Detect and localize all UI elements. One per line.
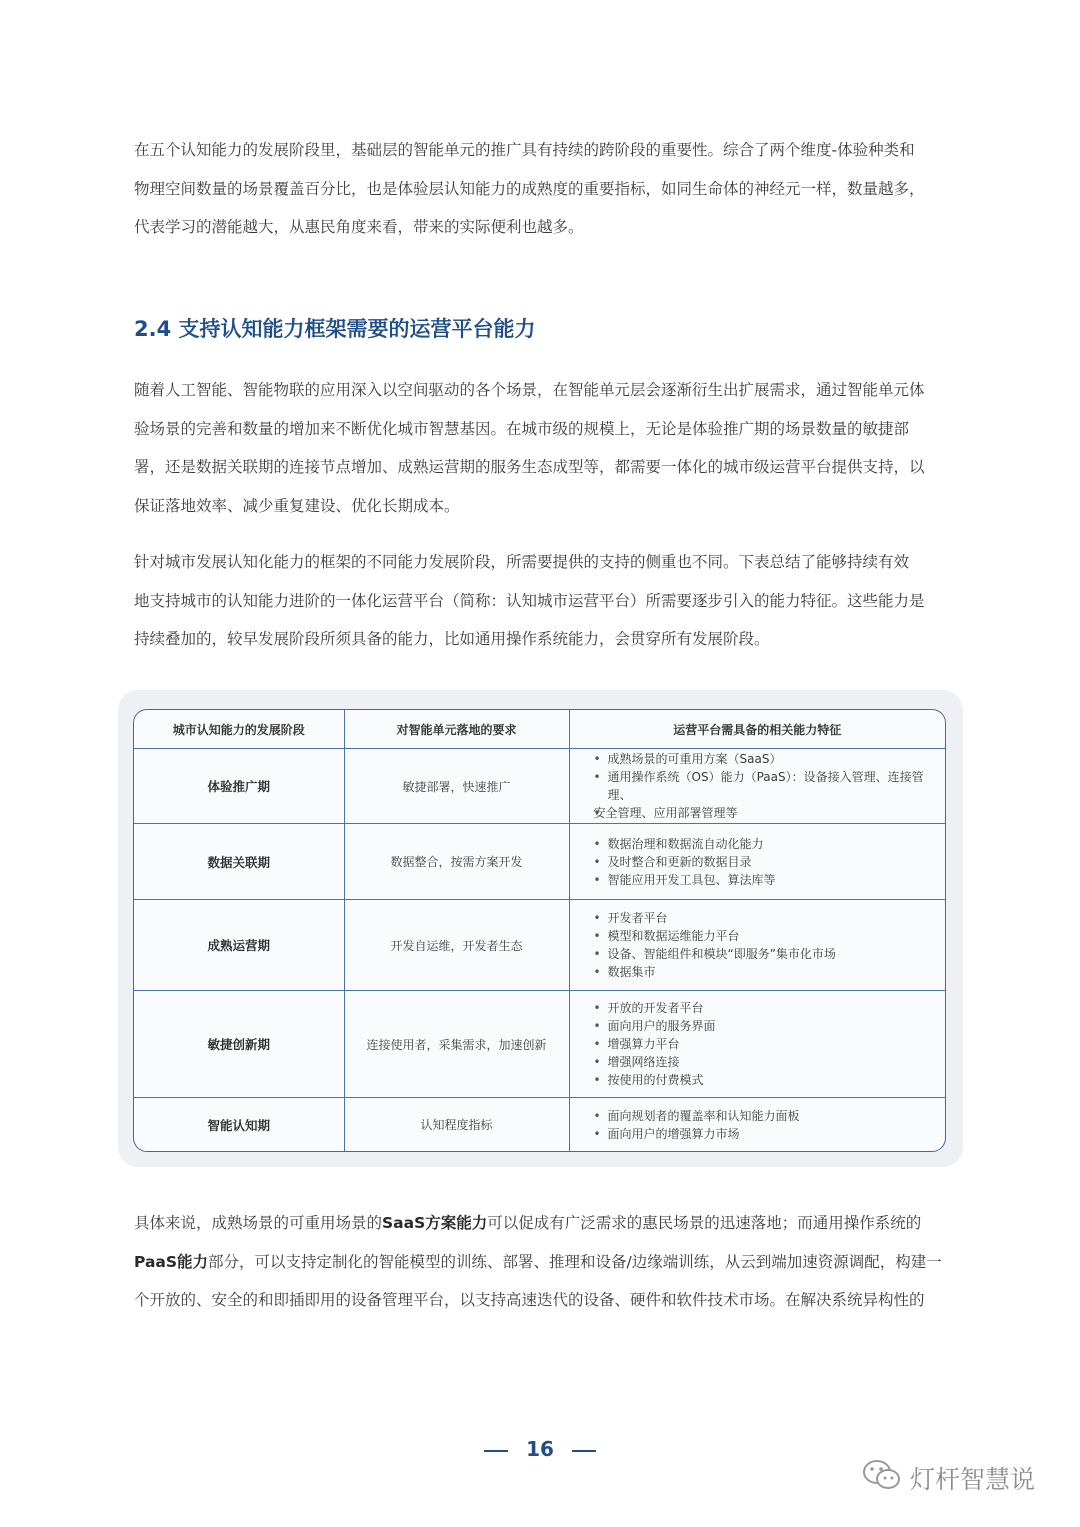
requirement-cell: 敏捷部署，快速推广 (344, 749, 569, 824)
table-row (134, 900, 945, 991)
feature-item: • 数据治理和数据流自动化能力 (594, 835, 946, 853)
feature-item: • 增强算力平台 (594, 1035, 946, 1053)
watermark (862, 1458, 1035, 1498)
features-cell (569, 749, 945, 824)
requirement-cell: 认知程度指标 (344, 1098, 569, 1152)
text-run: 可以促成有广泛需求的惠民场景的迅速落地；而通用操作系统的 (487, 1214, 922, 1232)
dash-right (572, 1450, 596, 1452)
features-cell (569, 1098, 945, 1152)
feature-item: • 设备、智能组件和模块“即服务”集市化市场 (594, 945, 946, 963)
header-requirement: 对智能单元落地的要求 (344, 710, 569, 749)
text-line: 持续叠加的，较早发展阶段所须具备的能力，比如通用操作系统能力，会贯穿所有发展阶段。 (134, 630, 770, 648)
header-stage: 城市认知能力的发展阶段 (134, 710, 344, 749)
stage-cell: 成熟运营期 (134, 900, 344, 991)
stage-cell: 数据关联期 (134, 824, 344, 900)
text-line: 针对城市发展认知化能力的框架的不同能力发展阶段，所需要提供的支持的侧重也不同。下表总结了能够持续有效 (134, 553, 910, 571)
feature-item: • 模型和数据运维能力平台 (594, 927, 946, 945)
text-line: 验场景的完善和数量的增加来不断优化城市智慧基因。在城市级的规模上，无论是体验推广期的场景数量的敏捷部 (134, 419, 910, 438)
requirement-cell: 连接使用者，采集需求，加速创新 (344, 991, 569, 1098)
intro-paragraph (134, 131, 948, 247)
wechat-icon (862, 1458, 902, 1498)
feature-item: • 成熟场景的可重用方案（SaaS） (594, 750, 946, 768)
features-cell (569, 824, 945, 900)
text-line: 署，还是数据关联期的连接节点增加、成熟运营期的服务生态成型等，都需要一体化的城市级运营平台提供支持，以 (134, 458, 925, 476)
table-row (134, 991, 945, 1098)
feature-item: • 开放的开发者平台 (594, 999, 946, 1017)
requirement-cell: 数据整合，按需方案开发 (344, 824, 569, 900)
feature-item: • 面向用户的增强算力市场 (594, 1125, 946, 1143)
dash-left (484, 1450, 508, 1452)
section-heading: 2.4 支持认知能力框架需要的运营平台能力 (134, 317, 536, 341)
text-line: 个开放的、安全的和即插即用的设备管理平台，以支持高速迭代的设备、硬件和软件技术市场。在解决系统异构性的 (134, 1291, 925, 1309)
requirement-cell: 开发自运维，开发者生态 (344, 900, 569, 991)
feature-item: • 面向规划者的覆盖率和认知能力面板 (594, 1107, 946, 1125)
bold-term-paas: PaaS能力 (134, 1252, 209, 1271)
stage-cell: 敏捷创新期 (134, 991, 344, 1098)
text-line: 物理空间数量的场景覆盖百分比，也是体验层认知能力的成熟度的重要指标，如同生命体的神经元一样，数量越多， (134, 179, 925, 198)
text-run: 部分，可以支持定制化的智能模型的训练、部署、推理和设备/边缘端训练，从云到端加速资源调配，构建一 (208, 1252, 942, 1271)
text-line: 代表学习的潜能越大，从惠民角度来看，带来的实际便利也越多。 (134, 218, 584, 236)
table-header-row (134, 710, 945, 749)
section-paragraph-2 (134, 543, 948, 659)
feature-item: • 按使用的付费模式 (594, 1071, 946, 1089)
stage-cell: 体验推广期 (134, 749, 344, 824)
features-cell (569, 900, 945, 991)
table-row (134, 1098, 945, 1152)
capability-table (133, 709, 946, 1152)
page-number-value: 16 (526, 1437, 554, 1461)
feature-item: • 增强网络连接 (594, 1053, 946, 1071)
text-line: 地支持城市的认知能力进阶的一体化运营平台（简称：认知城市运营平台）所需要逐步引入的能力特征。这些能力是 (134, 591, 925, 610)
feature-item: • 通用操作系统（OS）能力（PaaS）：设备接入管理、连接管理、 (594, 768, 946, 804)
watermark-text: 灯杆智慧说 (910, 1465, 1036, 1494)
feature-item: • 面向用户的服务界面 (594, 1017, 946, 1035)
text-line: 随着人工智能、智能物联的应用深入以空间驱动的各个场景，在智能单元层会逐渐衍生出扩展需求，通过智能单元体 (134, 381, 925, 399)
closing-paragraph (134, 1204, 948, 1320)
feature-item: • 智能应用开发工具包、算法库等 (594, 871, 946, 889)
bold-term-saas: SaaS方案能力 (382, 1214, 488, 1232)
table (134, 710, 945, 1151)
feature-item-continuation: • 安全管理、应用部署管理等 (594, 804, 946, 822)
section-paragraph-1 (134, 371, 948, 525)
feature-item: • 开发者平台 (594, 909, 946, 927)
table-row (134, 749, 945, 824)
text-run: 具体来说，成熟场景的可重用场景的 (134, 1214, 383, 1232)
features-cell (569, 991, 945, 1098)
text-line: 在五个认知能力的发展阶段里，基础层的智能单元的推广具有持续的跨阶段的重要性。综合了两个维度-体验种类和 (134, 141, 915, 159)
header-features: 运营平台需具备的相关能力特征 (569, 710, 945, 749)
text-line (134, 1204, 948, 1243)
stage-cell: 智能认知期 (134, 1098, 344, 1152)
text-line: 保证落地效率、减少重复建设、优化长期成本。 (134, 496, 460, 515)
feature-item: • 数据集市 (594, 963, 946, 981)
text-line (134, 1243, 948, 1282)
table-row (134, 824, 945, 900)
feature-item: • 及时整合和更新的数据目录 (594, 853, 946, 871)
